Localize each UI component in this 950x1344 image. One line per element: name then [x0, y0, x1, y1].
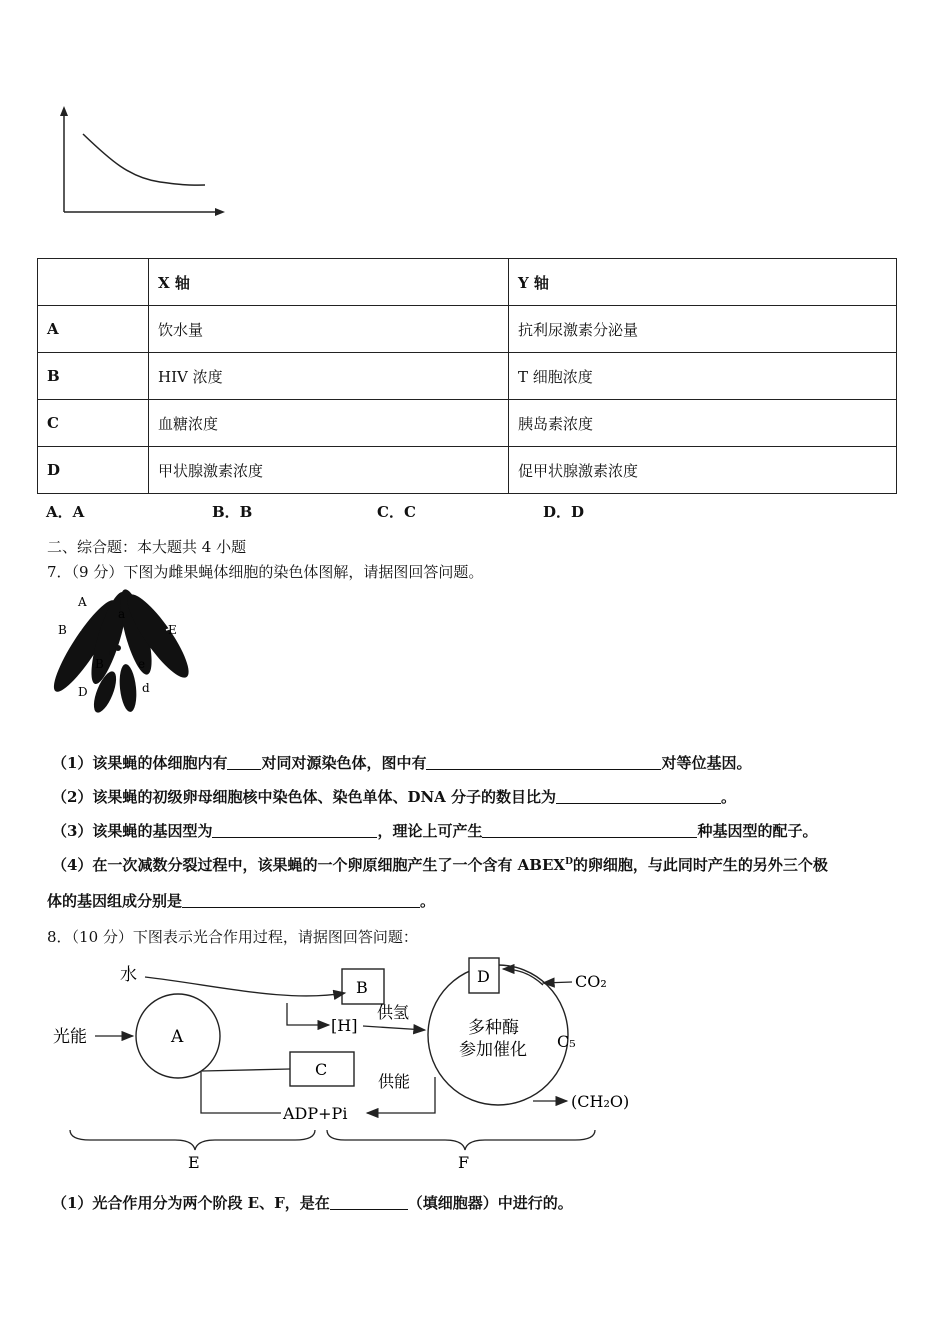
q7-part4-text: 的卵细胞，与此同时产生的另外三个极 — [572, 856, 828, 874]
decline-curve-graph — [50, 100, 240, 225]
chromosome-figure — [48, 588, 198, 718]
row-label: D — [38, 447, 149, 494]
table-row — [38, 353, 897, 400]
answer-blank[interactable] — [426, 754, 661, 770]
q7-part4-text: 体的基因组成分别是 — [47, 892, 183, 910]
water-to-B-arrow — [145, 977, 345, 996]
q7-part1-text: （1）该果蝇的体细胞内有 — [52, 754, 228, 772]
node-C-label: C — [315, 1060, 328, 1079]
gene-label-a: a — [118, 607, 126, 621]
q7-part3-text: （3）该果蝇的基因型为 — [52, 822, 213, 840]
centriole-dot — [115, 645, 121, 651]
A-to-C-line — [202, 1069, 290, 1071]
gene-label-B-top: B — [58, 623, 67, 637]
choice-c[interactable]: C．C — [377, 503, 416, 521]
row-x-value: 甲状腺激素浓度 — [149, 447, 509, 494]
row-x-value: 血糖浓度 — [149, 400, 509, 447]
q7-part4-superscript: D — [565, 857, 573, 867]
gene-label-E: E — [168, 623, 177, 637]
table-header-cell: X 轴 — [149, 259, 509, 306]
gene-label-D: D — [78, 685, 88, 699]
answer-blank[interactable] — [212, 822, 377, 838]
answer-blank[interactable] — [182, 892, 420, 908]
label-C5: C₅ — [557, 1032, 576, 1051]
gene-label-B-mid: B — [95, 657, 104, 671]
label-enzyme-line1: 多种酶 — [468, 1018, 519, 1038]
label-ADP-Pi: ADP+Pi — [283, 1104, 348, 1123]
table-header-row — [38, 259, 897, 306]
water-to-H-arrow — [287, 1003, 329, 1025]
q7-part1-text: 对等位基因。 — [661, 754, 752, 772]
row-label: C — [38, 400, 149, 447]
q7-part3-text: 种基因型的配子。 — [697, 822, 818, 840]
label-supply-energy: 供能 — [378, 1072, 411, 1091]
node-A-label: A — [171, 1027, 184, 1047]
table-header-cell: Y 轴 — [509, 259, 897, 306]
q7-part2 — [52, 786, 736, 807]
label-enzyme-line2: 参加催化 — [459, 1040, 527, 1060]
q7-part2-text: （2）该果蝇的初级卵母细胞核中染色体、染色单体、DNA 分子的数目比为 — [52, 788, 557, 806]
label-water: 水 — [120, 965, 137, 985]
brace-F — [327, 1130, 595, 1150]
options-table — [37, 258, 897, 494]
centriole-dot — [109, 650, 115, 656]
node-D-label: D — [477, 967, 490, 986]
q8-stem: 8．（10 分）下图表示光合作用过程，请据图回答问题： — [47, 928, 418, 946]
label-stage-F: F — [458, 1153, 470, 1172]
choice-d[interactable]: D．D — [543, 503, 585, 521]
row-y-value: 促甲状腺激素浓度 — [509, 447, 897, 494]
choice-a[interactable]: A．A — [46, 503, 85, 521]
chromosome — [118, 663, 139, 712]
label-CO2: CO₂ — [575, 972, 607, 991]
label-stage-E: E — [188, 1153, 200, 1172]
q7-part4-text: （4）在一次减数分裂过程中，该果蝇的一个卵原细胞产生了一个含有 ABEX — [52, 856, 566, 874]
section-title: 二、综合题：本大题共 4 小题 — [47, 538, 247, 556]
answer-blank[interactable] — [330, 1194, 408, 1210]
gene-label-d: d — [142, 681, 150, 695]
q7-part4-line1 — [52, 854, 828, 875]
answer-blank[interactable] — [556, 788, 721, 804]
brace-E — [70, 1130, 315, 1150]
gene-label-A: A — [78, 595, 87, 609]
gene-label-e: e — [138, 657, 146, 671]
q7-part2-text: 。 — [721, 788, 737, 806]
choice-b[interactable]: B．B — [212, 503, 253, 521]
q8-part1-text: （1）光合作用分为两个阶段 E、F，是在 — [52, 1194, 330, 1212]
q8-part1 — [52, 1192, 573, 1213]
row-y-value: T 细胞浓度 — [509, 353, 897, 400]
q7-part4-line2 — [47, 890, 435, 911]
answer-blank[interactable] — [482, 822, 697, 838]
row-y-value: 胰岛素浓度 — [509, 400, 897, 447]
q7-part4-text: 。 — [420, 892, 436, 910]
q7-part3-text: ，理论上可产生 — [377, 822, 483, 840]
node-B-label: B — [356, 978, 368, 997]
decline-curve — [83, 134, 205, 185]
photosynthesis-diagram — [45, 955, 665, 1180]
x-axis-arrow — [215, 208, 225, 216]
table-header-cell — [38, 259, 149, 306]
q7-part3 — [52, 820, 817, 841]
table-row — [38, 306, 897, 353]
CO2-arrow — [543, 982, 572, 983]
table-row — [38, 447, 897, 494]
row-label: B — [38, 353, 149, 400]
row-y-value: 抗利尿激素分泌量 — [509, 306, 897, 353]
answer-blank[interactable] — [227, 754, 261, 770]
q8-part1-text: （填细胞器）中进行的。 — [407, 1194, 573, 1212]
ADP-to-A-line — [201, 1071, 281, 1113]
label-supply-hydrogen: 供氢 — [377, 1003, 410, 1022]
q7-part1-text: 对同对源染色体，图中有 — [261, 754, 427, 772]
H-arrow — [363, 1026, 425, 1030]
q7-stem: 7．（9 分）下图为雌果蝇体细胞的染色体图解，请据图回答问题。 — [47, 563, 484, 581]
q7-part1 — [52, 752, 751, 773]
row-x-value: 饮水量 — [149, 306, 509, 353]
row-x-value: HIV 浓度 — [149, 353, 509, 400]
y-axis-arrow — [60, 106, 68, 116]
row-label: A — [38, 306, 149, 353]
table-row — [38, 400, 897, 447]
label-CH2O: (CH₂O) — [571, 1092, 630, 1111]
label-H: [H] — [331, 1016, 358, 1035]
label-light-energy: 光能 — [53, 1027, 87, 1047]
